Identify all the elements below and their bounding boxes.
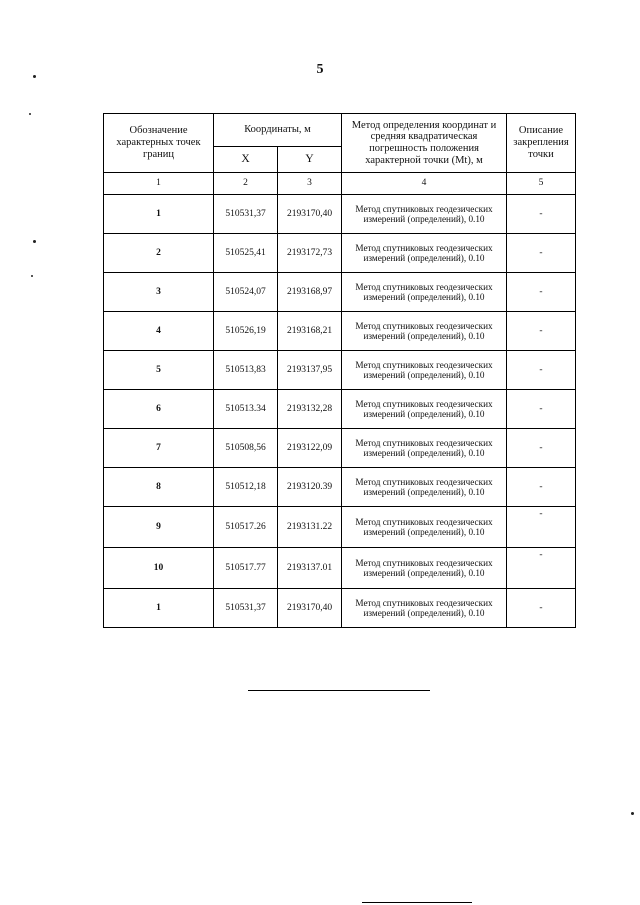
scan-speck <box>29 113 31 115</box>
x-coordinate-cell: 510517.26 <box>214 507 278 548</box>
scan-speck <box>33 75 36 78</box>
column-number-row <box>104 173 576 195</box>
y-coordinate-cell: 2193137,95 <box>278 351 342 390</box>
scan-speck <box>631 812 634 815</box>
signature-divider-line <box>248 690 430 691</box>
method-cell: Метод спутниковых геодезических измерений (определений), 0.10 <box>342 429 507 468</box>
table-row <box>104 429 576 468</box>
description-cell: - <box>507 273 576 312</box>
table-body <box>104 173 576 628</box>
column-number: 2 <box>214 173 278 195</box>
table-row <box>104 195 576 234</box>
header-coordinates: Координаты, м <box>214 114 342 147</box>
y-coordinate-cell: 2193137.01 <box>278 548 342 589</box>
description-cell: - <box>507 548 576 589</box>
description-cell: - <box>507 429 576 468</box>
table-row <box>104 507 576 548</box>
x-coordinate-cell: 510526,19 <box>214 312 278 351</box>
description-cell: - <box>507 390 576 429</box>
y-coordinate-cell: 2193120.39 <box>278 468 342 507</box>
description-cell: - <box>507 312 576 351</box>
column-number: 3 <box>278 173 342 195</box>
scan-speck <box>31 275 33 277</box>
coordinates-table <box>103 113 576 628</box>
point-id-cell: 9 <box>104 507 214 548</box>
point-id-cell: 3 <box>104 273 214 312</box>
point-id-cell: 2 <box>104 234 214 273</box>
y-coordinate-cell: 2193170,40 <box>278 589 342 628</box>
column-number: 5 <box>507 173 576 195</box>
point-id-cell: 1 <box>104 589 214 628</box>
y-coordinate-cell: 2193168,97 <box>278 273 342 312</box>
y-coordinate-cell: 2193122,09 <box>278 429 342 468</box>
point-id-cell: 6 <box>104 390 214 429</box>
x-coordinate-cell: 510513,83 <box>214 351 278 390</box>
x-coordinate-cell: 510525,41 <box>214 234 278 273</box>
page-number: 5 <box>316 62 324 77</box>
y-coordinate-cell: 2193170,40 <box>278 195 342 234</box>
method-cell: Метод спутниковых геодезических измерений (определений), 0.10 <box>342 195 507 234</box>
x-coordinate-cell: 510508,56 <box>214 429 278 468</box>
description-cell: - <box>507 195 576 234</box>
method-cell: Метод спутниковых геодезических измерений (определений), 0.10 <box>342 468 507 507</box>
table-row <box>104 234 576 273</box>
method-cell: Метод спутниковых геодезических измерений (определений), 0.10 <box>342 507 507 548</box>
table-row <box>104 548 576 589</box>
description-cell: - <box>507 351 576 390</box>
table-row <box>104 390 576 429</box>
column-number: 1 <box>104 173 214 195</box>
point-id-cell: 10 <box>104 548 214 589</box>
description-cell: - <box>507 589 576 628</box>
method-cell: Метод спутниковых геодезических измерений (определений), 0.10 <box>342 312 507 351</box>
x-coordinate-cell: 510513.34 <box>214 390 278 429</box>
table-row <box>104 273 576 312</box>
point-id-cell: 8 <box>104 468 214 507</box>
point-id-cell: 1 <box>104 195 214 234</box>
method-cell: Метод спутниковых геодезических измерений (определений), 0.10 <box>342 273 507 312</box>
description-cell: - <box>507 507 576 548</box>
y-coordinate-cell: 2193168,21 <box>278 312 342 351</box>
scan-speck <box>33 240 36 243</box>
x-coordinate-cell: 510531,37 <box>214 195 278 234</box>
table-row <box>104 468 576 507</box>
header-method: Метод определения координат и средняя квадратическая погрешность положения характерной точки (Mt), м <box>342 114 507 173</box>
method-cell: Метод спутниковых геодезических измерений (определений), 0.10 <box>342 351 507 390</box>
method-cell: Метод спутниковых геодезических измерений (определений), 0.10 <box>342 390 507 429</box>
bottom-divider-line <box>362 902 472 903</box>
x-coordinate-cell: 510512,18 <box>214 468 278 507</box>
method-cell: Метод спутниковых геодезических измерений (определений), 0.10 <box>342 589 507 628</box>
x-coordinate-cell: 510524,07 <box>214 273 278 312</box>
x-coordinate-cell: 510517.77 <box>214 548 278 589</box>
column-number: 4 <box>342 173 507 195</box>
table-row <box>104 351 576 390</box>
x-coordinate-cell: 510531,37 <box>214 589 278 628</box>
table-row <box>104 589 576 628</box>
y-coordinate-cell: 2193131.22 <box>278 507 342 548</box>
header-x: X <box>214 147 278 173</box>
y-coordinate-cell: 2193172,73 <box>278 234 342 273</box>
description-cell: - <box>507 234 576 273</box>
point-id-cell: 5 <box>104 351 214 390</box>
point-id-cell: 4 <box>104 312 214 351</box>
point-id-cell: 7 <box>104 429 214 468</box>
method-cell: Метод спутниковых геодезических измерений (определений), 0.10 <box>342 234 507 273</box>
y-coordinate-cell: 2193132,28 <box>278 390 342 429</box>
method-cell: Метод спутниковых геодезических измерений (определений), 0.10 <box>342 548 507 589</box>
header-point-designation: Обозначение характерных точек границ <box>104 114 214 173</box>
description-cell: - <box>507 468 576 507</box>
header-y: Y <box>278 147 342 173</box>
header-description: Описание закрепления точки <box>507 114 576 173</box>
table-row <box>104 312 576 351</box>
